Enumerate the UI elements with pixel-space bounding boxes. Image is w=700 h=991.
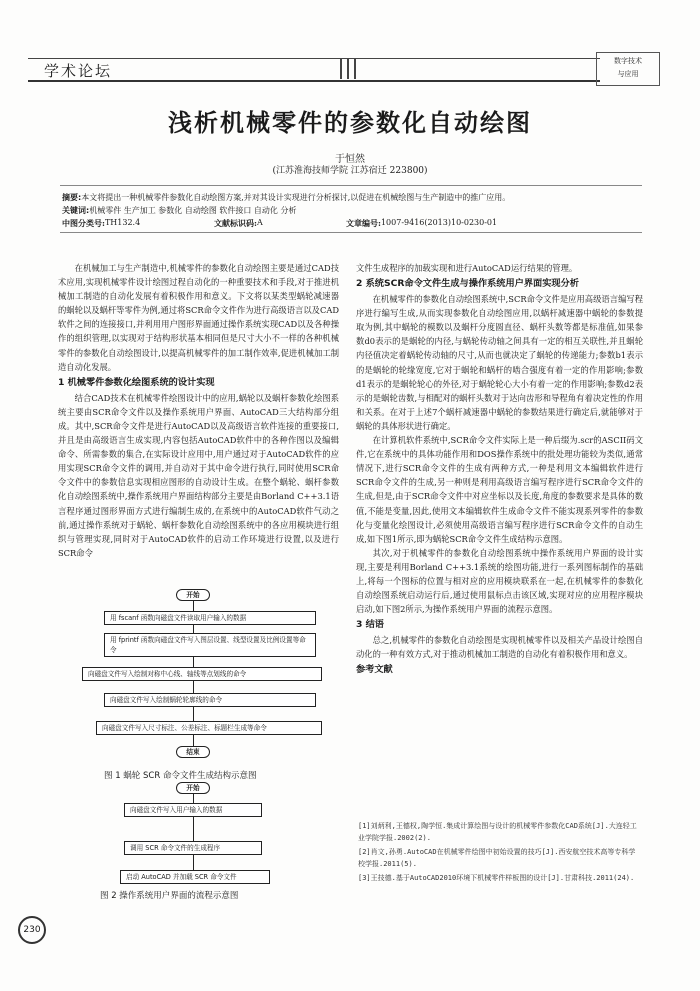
abstract-rule-top: [60, 185, 642, 186]
reference-item: [3]王技德.基于AutoCAD2010环境下机械零件样板图的设计[J].甘肃科技.2011(24).: [358, 874, 635, 882]
doc-code-label: 文献标识码:: [214, 218, 257, 228]
fig1-arrow: [193, 735, 194, 746]
reference-item: [1]刘炳利,王德权,陶学恒.集成计算绘图与设计的机械零件参数化CAD系统[J].大连轻工业学院学报.2002(2).: [358, 822, 637, 842]
fig1-step-2: 用 fprintf 函数向磁盘文件写入图层设置、线型设置及比例设置等命令: [104, 633, 316, 657]
fig1-step-4: 向磁盘文件写入绘制蜗轮轮廓线的命令: [104, 693, 316, 707]
fig1-step-3: 向磁盘文件写入绘制对称中心线、轴线等点划线的命令: [82, 667, 322, 681]
fig2-arrow: [193, 794, 194, 803]
left-column: [58, 261, 339, 560]
section-name: 学术论坛: [44, 62, 113, 80]
abstract-text: 本文将提出一种机械零件参数化自动绘图方案,并对其设计实现进行分析探讨,以促进在机械绘图与生产制造中的推广应用。: [81, 193, 511, 202]
logo-line-2: 与应用: [617, 70, 639, 78]
references-list: [358, 820, 642, 886]
logo-line-1: 数字技术: [614, 57, 642, 65]
fig2-step-2: 调用 SCR 命令文件的生成程序: [124, 841, 262, 855]
fig1-arrow: [193, 601, 194, 611]
figure-2-flowchart: [120, 782, 280, 886]
intro-paragraph: 在机械加工与生产制造中,机械零件的参数化自动绘图主要是通过CAD技术应用,实现机械零件设计绘图过程自动化的一种重要技术和手段,对于推进机械加工制造的自动化发展有着积极作用和意义。下文将以某类型蜗轮减速器的蜗轮以及蜗杆等零件为例,通过将SCR命令文件作为进行高级语言以及CAD软件之间的连接接口,并利用用户图形界面通过操作系统实现CAD以及各种操作的组织管理,以实现对于结构形状基本相同但是尺寸大小不一样的各种机械零件的参数化自动绘图设计,以提高机械零件的加工制作效率,促进机械加工制造自动化发展。: [58, 263, 339, 372]
section-2-paragraph-2: 在计算机软件系统中,SCR命令文件实际上是一种后缀为.scr的ASCII码文件,它在系统中的具体功能作用和DOS操作系统中的批处理功能较为类似,通常情况下,进行SCR命令文件的生成有两种方式,一种是利用文本编辑软件进行SCR命令文件的生成,另一种则是利用高级语言编写程序进行SCR命令文件的生成,但是,由于SCR命令文件中对应坐标以及长度,角度的参数要求是具体的数值,不能是变量,因此,使用文本编辑软件生成命令文件不能实现系列零件的参数化与变量化绘图设计,必须使用高级语言编写程序进行SCR命令文件的自动生成,如下图1所示,即为蜗轮SCR命令文件生成结构示意图。: [356, 435, 643, 544]
section-2-paragraph-3: 其次,对于机械零件的参数化自动绘图系统中操作系统用户界面的设计实现,主要是利用Borland C++3.1系统的绘图功能,进行一系列图标制作的基础上,将每一个图标的位置与相对应的应用模块联系在一起,在机械零件的参数化自动绘图系统启动运行后,通过使用鼠标点击该区域,实现对应的应用程序模块启动,如下图2所示,为操作系统用户界面的流程示意图。: [356, 547, 643, 615]
fig2-step-1: 向磁盘文件写入用户输入的数据: [124, 803, 262, 817]
fig2-step-3: 启动 AutoCAD 并加载 SCR 命令文件: [120, 870, 270, 884]
fig1-step-1: 用 fscanf 函数向磁盘文件读取用户输入的数据: [104, 611, 316, 625]
journal-logo: [596, 52, 660, 86]
fig1-arrow: [193, 707, 194, 721]
section-3-heading: 3 结语: [356, 619, 384, 631]
section-2-paragraph-1: 在机械零件的参数化自动绘图系统中,SCR命令文件是应用高级语言编写程序进行编写生成,从而实现参数化自动绘图应用,以蜗杆减速器中蜗轮的参数提取为例,其中蜗轮的模数以及蜗杆分度圆直径、蜗杆头数等都是标准值,如果参数d0表示的是蜗轮的内径,与蜗轮传动轴之间具有一定的相互关联性,并且蜗轮内径值决定着蜗轮传动轴的尺寸,从而也就决定了蜗轮的传递能力;参数b1表示的是蜗轮的轮缘宽度,它对于蜗轮和蜗杆的啮合强度有着一定的作用影响;参数d1表示的是蜗轮轮心的外径,对于蜗轮轮心大小有着一定的作用影响;参数d2表示的是蜗轮齿数,与相配对的蜗杆头数对于达向齿形和导程角有着决定性的作用和关系。在对于上述7个蜗杆减速器中蜗轮的参数结果进行确定后,就能够对于蜗轮的具体形状进行确定。: [356, 294, 643, 431]
cls-value: TH132.4: [104, 218, 141, 227]
page-number-badge: 230: [18, 916, 46, 944]
right-column: [356, 261, 643, 678]
section-2-heading: 2 系统SCR命令文件生成与操作系统用户界面实现分析: [356, 278, 579, 290]
fig1-start-node: 开始: [176, 589, 210, 601]
header-rule-bottom: [28, 80, 600, 82]
paper-author: 于恒然: [335, 154, 365, 165]
references-heading: 参考文献: [356, 664, 393, 676]
conclusion-paragraph: 总之,机械零件的参数化自动绘图是实现机械零件以及相关产品设计绘图自动化的一种有效方式,对于推动机械加工制造的自动化有着积极作用和意义。: [356, 635, 643, 660]
article-no-value: 1007-9416(2013)10-0230-01: [380, 218, 498, 227]
fig1-step-5: 向磁盘文件写入尺寸标注、公差标注、标题栏生成等命令: [96, 721, 322, 735]
article-no-label: 文章编号:: [346, 218, 381, 228]
header-bars-ornament: [338, 59, 362, 79]
abstract: [62, 192, 647, 203]
fig2-start-node: 开始: [176, 782, 210, 794]
fig1-arrow: [193, 681, 194, 693]
abstract-rule-bottom: [60, 232, 642, 233]
doc-code-value: A: [256, 218, 263, 227]
fig1-end-node: 结束: [176, 746, 210, 758]
keywords-text: 机械零件 生产加工 参数化 自动绘图 软件接口 自动化 分析: [89, 206, 297, 215]
paper-affiliation: (江苏淮海技师学院 江苏宿迁 223800): [272, 166, 428, 176]
figure-1-caption: 图 1 蜗轮 SCR 命令文件生成结构示意图: [104, 771, 257, 781]
fig2-arrow: [193, 817, 194, 841]
keywords-label: 关键词:: [62, 206, 90, 215]
section-1-heading: 1 机械零件参数化绘图系统的设计实现: [58, 376, 215, 388]
fig1-arrow: [193, 625, 194, 633]
header-rule-top: [28, 58, 600, 59]
fig1-arrow: [193, 657, 194, 667]
keywords: [62, 205, 647, 216]
paper-title: 浅析机械零件的参数化自动绘图: [168, 109, 532, 137]
cls-label: 中图分类号:: [62, 218, 105, 228]
abstract-label: 摘要:: [62, 193, 82, 202]
figure-2-caption: 图 2 操作系统用户界面的流程示意图: [100, 891, 239, 901]
reference-item: [2]肖文,孙勇.AutoCAD在机械零件绘图中初始设置的技巧[J].西安航空技术高等专科学校学报.2011(5).: [358, 848, 636, 868]
figure-1-flowchart: [82, 589, 322, 769]
fig2-arrow: [193, 855, 194, 870]
section-1-paragraph: 结合CAD技术在机械零件绘图设计中的应用,蜗轮以及蜗杆参数化绘图系统主要由SCR命令文件以及操作系统用户界面、AutoCAD三大结构部分组成。其中,SCR命令文件是进行AutoCAD以及高级语言软件连接的重要接口,并且是由高级语言生成实现,内容包括AutoCAD软件中的各种作图以及编辑命令、所需参数的集合,在实际设计应用中,用户通过对于AutoCAD软件的应用实现SCR命令文件的调用,并自动对于其中命令进行执行,同时使用SCR命令文件中的参数信息实现相应图形的自动设计生成。在整个蜗轮、蜗杆参数化自动绘图系统中,操作系统用户界面结构部分主要是由Borland C++3.1语言程序通过图形界面方式进行编制生成的,在系统中的AutoCAD软件气动之前,通过操作系统对于蜗轮、蜗杆参数化自动绘图系统中的各应用模块进行组织与管理实现,同时对于AutoCAD软件的启动工作环境进行设置,以及进行SCR命令: [58, 392, 339, 558]
continued-paragraph: 文件生成程序的加载实现和进行AutoCAD运行结果的管理。: [356, 263, 578, 273]
